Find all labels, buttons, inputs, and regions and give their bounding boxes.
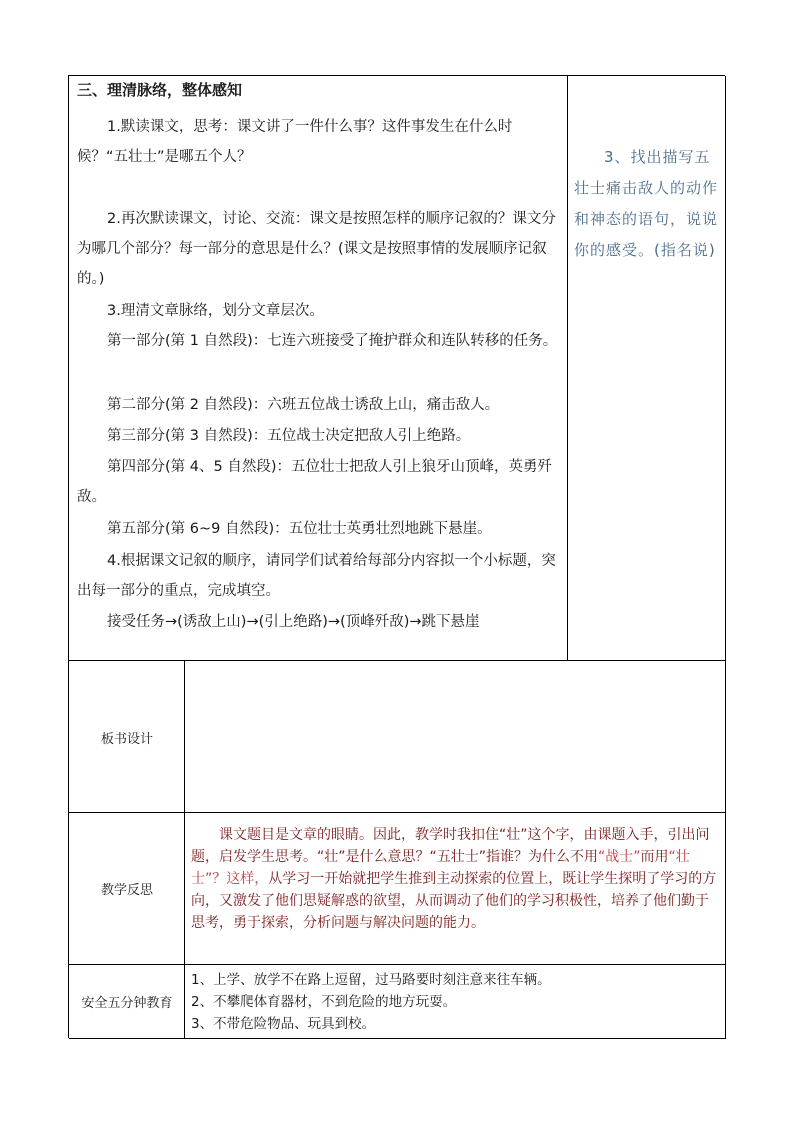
safety-item-2: 2、不攀爬体育器材，不到危险的地方玩耍。	[191, 994, 457, 1010]
safety-item-1: 1、上学、放学不在路上逗留，过马路要时刻注意来往车辆。	[191, 972, 551, 988]
paragraph-10: 接受任务→(诱敌上山)→(引上绝路)→(顶峰歼敌)→跳下悬崖	[107, 614, 480, 630]
reflection-content-cell	[185, 813, 726, 965]
paragraph-3: 3.理清文章脉络，划分文章层次。	[107, 303, 324, 319]
paragraph-7: 第四部分(第 4、5 自然段)：五位壮士把敌人引上狼牙山顶峰，英勇歼敌。	[77, 459, 552, 505]
section-heading: 三、理清脉络，整体感知	[77, 81, 243, 99]
paragraph-5: 第二部分(第 2 自然段)：六班五位战士诱敌上山，痛击敌人。	[107, 397, 500, 413]
reflection-part-1: 课文题目是文章的眼睛。因此，教学时我扣住“壮”这个字，由课题入手，引出问题，启发学生思考。“壮”是什么意思？“五壮士”指谁？为什么不用	[191, 827, 710, 865]
paragraph-1: 1.默读课文，思考：课文讲了一件什么事？这件事发生在什么时候？“五壮士”是哪五个人？	[77, 119, 513, 165]
side-task-text: 3、找出描写五壮士痛击敌人的动作和神态的语句，说说你的感受。(指名说)	[574, 148, 719, 259]
side-task-cell	[568, 76, 726, 661]
paragraph-2: 2.再次默读课文，讨论、交流：课文是按照怎样的顺序记叙的？课文分为哪几个部分？每一部分的意思是什么？(课文是按照事情的发展顺序记叙的。)	[77, 211, 556, 287]
safety-item-3: 3、不带危险物品、玩具到校。	[191, 1016, 376, 1032]
safety-label-cell	[69, 965, 185, 1039]
reflection-quote-2: “壮士”？这样，	[191, 849, 690, 887]
lesson-plan-table	[68, 75, 725, 1038]
board-design-label: 板书设计	[100, 732, 153, 747]
safety-label: 安全五分钟教育	[81, 996, 173, 1011]
paragraph-4: 第一部分(第 1 自然段)：七连六班接受了掩护群众和连队转移的任务。	[107, 333, 558, 349]
board-design-label-cell	[69, 661, 185, 813]
reflection-quote-1: “战士”	[598, 849, 641, 865]
reflection-label: 教学反思	[100, 883, 153, 898]
paragraph-6: 第三部分(第 3 自然段)：五位战士决定把敌人引上绝路。	[107, 428, 471, 444]
reflection-label-cell	[69, 813, 185, 965]
safety-content-cell	[185, 965, 726, 1039]
reflection-part-3: 从学习一开始就把学生推到主动探索的位置上，既让学生探明了学习的方向，又激发了他们思疑解惑的欲望，从而调动了他们的学习积极性，培养了他们勤于思考，勇于探索，分析问题与解决问题的能力。	[191, 871, 717, 931]
safety-list	[191, 969, 719, 1035]
main-content-cell	[69, 76, 568, 661]
reflection-part-2: 而用	[640, 849, 669, 865]
paragraph-8: 第五部分(第 6~9 自然段)：五位壮士英勇壮烈地跳下悬崖。	[107, 521, 492, 537]
board-design-content-cell	[185, 661, 726, 813]
reflection-text	[191, 824, 719, 934]
paragraph-9: 4.根据课文记叙的顺序，请同学们试着给每部分内容拟一个小标题，突出每一部分的重点，完成填空。	[77, 553, 556, 599]
